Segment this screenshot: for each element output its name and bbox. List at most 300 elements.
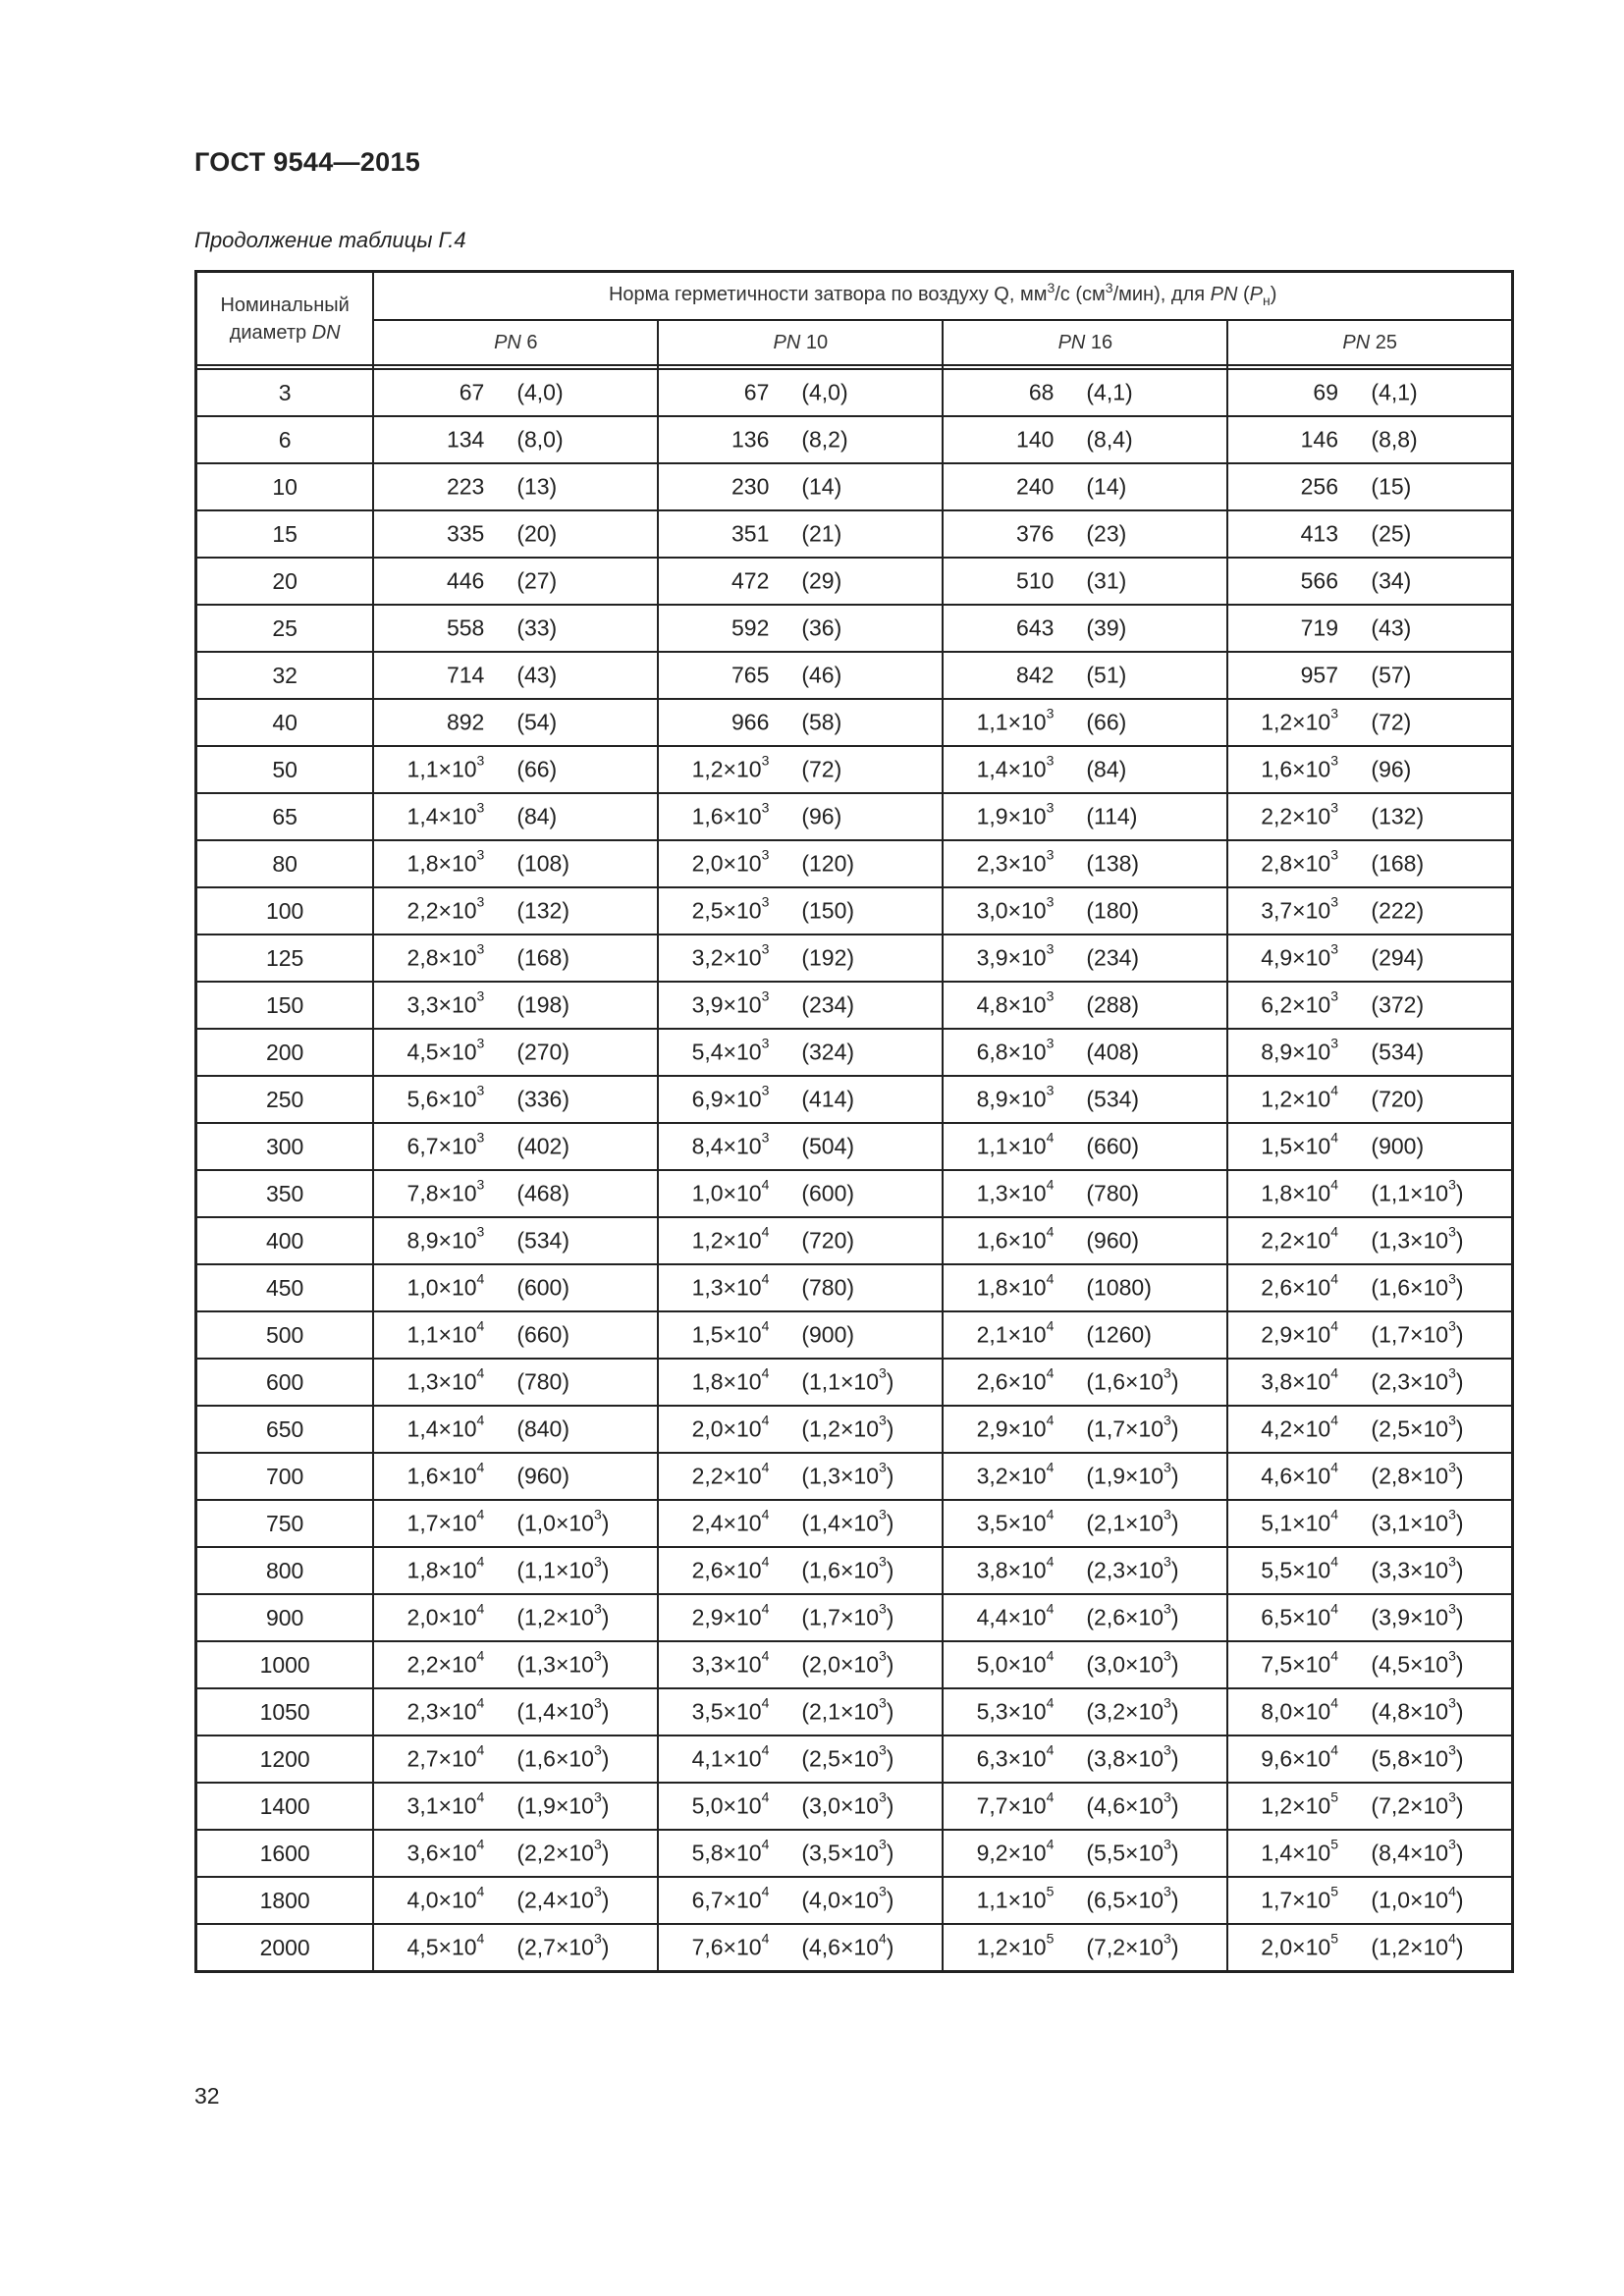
value-cm3-per-min: (72) <box>1371 709 1412 735</box>
value-mm3-per-s: $1,0\times 10^4$ <box>406 1270 485 1301</box>
value-mm3-per-s: $2,6\times 10^4$ <box>691 1553 770 1583</box>
table-row <box>196 793 1513 840</box>
value-cm3-per-min: (408) <box>1086 1039 1140 1065</box>
leak-rate-cell <box>943 1029 1227 1076</box>
value-cm3-per-min: $(1,7\times 10^3)$ <box>801 1600 894 1630</box>
value-mm3-per-s: $5,3\times 10^4$ <box>976 1694 1055 1725</box>
leak-rate-cell <box>658 699 943 746</box>
header-text: /мин), для <box>1112 284 1211 305</box>
leak-rate-cell <box>943 652 1227 699</box>
value-mm3-per-s: $1,0\times 10^4$ <box>691 1176 770 1206</box>
value-mm3-per-s: $1,1\times 10^3$ <box>406 752 485 782</box>
table-row <box>196 605 1513 652</box>
table-row <box>196 1217 1513 1264</box>
value-cm3-per-min: $(1,4\times 10^3)$ <box>516 1694 610 1725</box>
header-sup: 3 <box>1047 280 1056 295</box>
value-mm3-per-s: $6,5\times 10^4$ <box>1261 1600 1338 1630</box>
value-mm3-per-s: $1,7\times 10^4$ <box>406 1506 485 1536</box>
value-mm3-per-s: $2,0\times 10^4$ <box>406 1600 485 1630</box>
leak-rate-cell <box>373 1406 658 1453</box>
value-mm3-per-s: 413 <box>1300 520 1338 547</box>
leak-rate-cell <box>1227 1877 1512 1924</box>
value-mm3-per-s: $1,4\times 10^3$ <box>976 752 1055 782</box>
value-cm3-per-min: $(5,8\times 10^3)$ <box>1371 1741 1464 1772</box>
value-cm3-per-min: (4,0) <box>516 379 564 405</box>
leak-rate-cell <box>943 1688 1227 1735</box>
leak-rate-cell <box>373 463 658 510</box>
leak-rate-cell <box>373 1783 658 1830</box>
table-caption: Продолжение таблицы Г.4 <box>194 228 466 252</box>
value-mm3-per-s: $2,6\times 10^4$ <box>976 1364 1055 1395</box>
value-mm3-per-s: 351 <box>731 520 770 547</box>
leak-rate-cell <box>658 793 943 840</box>
value-cm3-per-min: (8,4) <box>1086 426 1133 453</box>
value-cm3-per-min: (294) <box>1371 944 1425 971</box>
header-pn: PN <box>1210 284 1238 305</box>
value-cm3-per-min: (43) <box>1371 614 1412 641</box>
value-cm3-per-min: (150) <box>801 897 855 924</box>
leak-rate-cell <box>943 1264 1227 1311</box>
value-mm3-per-s: $1,8\times 10^4$ <box>1261 1176 1338 1206</box>
value-cm3-per-min: (14) <box>1086 473 1127 500</box>
value-mm3-per-s: $9,2\times 10^4$ <box>976 1836 1055 1866</box>
value-cm3-per-min: $(4,8\times 10^3)$ <box>1371 1694 1464 1725</box>
header-text: /с (см <box>1055 284 1106 305</box>
value-mm3-per-s: $5,0\times 10^4$ <box>691 1789 770 1819</box>
value-cm3-per-min: $(3,9\times 10^3)$ <box>1371 1600 1464 1630</box>
value-cm3-per-min: (504) <box>801 1133 855 1159</box>
value-cm3-per-min: (8,8) <box>1371 426 1418 453</box>
value-cm3-per-min: $(1,7\times 10^3)$ <box>1371 1317 1464 1348</box>
value-mm3-per-s: 472 <box>731 567 770 594</box>
value-cm3-per-min: (21) <box>801 520 842 547</box>
table-row <box>196 1641 1513 1688</box>
value-cm3-per-min: $(1,3\times 10^3)$ <box>801 1459 894 1489</box>
leak-rate-cell <box>1227 1735 1512 1783</box>
value-cm3-per-min: (138) <box>1086 850 1140 877</box>
value-mm3-per-s: $2,2\times 10^4$ <box>1261 1223 1338 1254</box>
column-header-pn <box>658 320 943 365</box>
leak-rate-cell <box>1227 1123 1512 1170</box>
dn-cell: 3 <box>196 369 374 416</box>
value-mm3-per-s: $6,8\times 10^3$ <box>976 1035 1055 1065</box>
dn-cell: 80 <box>196 840 374 887</box>
value-mm3-per-s: $1,2\times 10^3$ <box>691 752 770 782</box>
value-cm3-per-min: (39) <box>1086 614 1127 641</box>
leak-rate-cell <box>1227 1217 1512 1264</box>
leak-rate-cell <box>373 1170 658 1217</box>
leak-rate-cell <box>943 793 1227 840</box>
leak-rate-cell <box>373 1500 658 1547</box>
leak-rate-cell <box>658 1594 943 1641</box>
leak-rate-cell <box>943 934 1227 982</box>
value-mm3-per-s: $3,6\times 10^4$ <box>406 1836 485 1866</box>
leak-rate-cell <box>1227 1783 1512 1830</box>
dn-cell: 1400 <box>196 1783 374 1830</box>
value-cm3-per-min: $(1,2\times 10^3)$ <box>801 1412 894 1442</box>
value-cm3-per-min: $(7,2\times 10^3)$ <box>1371 1789 1464 1819</box>
leak-rate-cell <box>373 1735 658 1783</box>
leak-rate-cell <box>373 1076 658 1123</box>
dn-header-line1: Номинальный <box>220 294 350 316</box>
leak-rate-cell <box>943 1830 1227 1877</box>
value-mm3-per-s: $4,5\times 10^4$ <box>406 1930 485 1960</box>
value-cm3-per-min: $(1,6\times 10^3)$ <box>801 1553 894 1583</box>
value-mm3-per-s: $2,3\times 10^4$ <box>406 1694 485 1725</box>
value-mm3-per-s: 643 <box>1016 614 1055 641</box>
table-row <box>196 746 1513 793</box>
value-mm3-per-s: $3,8\times 10^4$ <box>976 1553 1055 1583</box>
value-mm3-per-s: $1,8\times 10^3$ <box>406 846 485 877</box>
leak-rate-cell <box>373 510 658 558</box>
value-mm3-per-s: 69 <box>1313 379 1338 405</box>
leak-rate-cell <box>943 1924 1227 1972</box>
leak-rate-cell <box>373 1029 658 1076</box>
leak-rate-cell <box>373 1547 658 1594</box>
value-cm3-per-min: $(3,8\times 10^3)$ <box>1086 1741 1179 1772</box>
value-mm3-per-s: $5,5\times 10^4$ <box>1261 1553 1338 1583</box>
leak-rate-cell <box>658 1217 943 1264</box>
dn-cell: 10 <box>196 463 374 510</box>
value-mm3-per-s: $2,5\times 10^3$ <box>691 893 770 924</box>
value-cm3-per-min: $(1,3\times 10^3)$ <box>1371 1223 1464 1254</box>
value-cm3-per-min: (222) <box>1371 897 1425 924</box>
value-cm3-per-min: $(1,2\times 10^3)$ <box>516 1600 610 1630</box>
dn-cell: 15 <box>196 510 374 558</box>
value-mm3-per-s: $6,7\times 10^3$ <box>406 1129 485 1159</box>
leak-rate-cell <box>373 1311 658 1359</box>
leak-rate-cell <box>658 934 943 982</box>
value-cm3-per-min: $(2,4\times 10^3)$ <box>516 1883 610 1913</box>
table-row <box>196 1170 1513 1217</box>
value-mm3-per-s: 67 <box>459 379 485 405</box>
value-cm3-per-min: (960) <box>516 1463 570 1489</box>
leak-rate-cell <box>943 1170 1227 1217</box>
table-row <box>196 1500 1513 1547</box>
table-row <box>196 1877 1513 1924</box>
value-mm3-per-s: $1,4\times 10^3$ <box>406 799 485 829</box>
dn-cell: 32 <box>196 652 374 699</box>
dn-cell: 1200 <box>196 1735 374 1783</box>
dn-cell: 650 <box>196 1406 374 1453</box>
value-mm3-per-s: $3,8\times 10^4$ <box>1261 1364 1338 1395</box>
dn-cell: 20 <box>196 558 374 605</box>
value-cm3-per-min: (14) <box>801 473 842 500</box>
value-cm3-per-min: (900) <box>801 1321 855 1348</box>
leak-rate-cell <box>658 1877 943 1924</box>
value-mm3-per-s: $1,5\times 10^4$ <box>1261 1129 1338 1159</box>
value-mm3-per-s: $4,2\times 10^4$ <box>1261 1412 1338 1442</box>
value-mm3-per-s: 136 <box>731 426 770 453</box>
leak-rate-cell <box>658 1688 943 1735</box>
value-cm3-per-min: (198) <box>516 991 570 1018</box>
value-mm3-per-s: $3,2\times 10^4$ <box>976 1459 1055 1489</box>
value-cm3-per-min: $(3,5\times 10^3)$ <box>801 1836 894 1866</box>
header-text: ) <box>1270 284 1277 305</box>
value-mm3-per-s: 719 <box>1300 614 1338 641</box>
value-cm3-per-min: (534) <box>1371 1039 1425 1065</box>
leak-rate-cell <box>373 1264 658 1311</box>
table-row <box>196 699 1513 746</box>
value-mm3-per-s: 376 <box>1016 520 1055 547</box>
value-mm3-per-s: $6,7\times 10^4$ <box>691 1883 770 1913</box>
value-cm3-per-min: (4,1) <box>1086 379 1133 405</box>
table-row <box>196 1311 1513 1359</box>
value-cm3-per-min: (192) <box>801 944 855 971</box>
value-cm3-per-min: (414) <box>801 1086 855 1112</box>
header-p: P <box>1249 284 1263 305</box>
value-cm3-per-min: (168) <box>1371 850 1425 877</box>
value-mm3-per-s: 230 <box>731 473 770 500</box>
value-cm3-per-min: (96) <box>801 803 842 829</box>
value-cm3-per-min: (96) <box>1371 756 1412 782</box>
leak-rate-cell <box>943 840 1227 887</box>
leak-rate-cell <box>658 1547 943 1594</box>
table-row <box>196 1453 1513 1500</box>
value-cm3-per-min: $(2,8\times 10^3)$ <box>1371 1459 1464 1489</box>
value-cm3-per-min: (336) <box>516 1086 570 1112</box>
leak-rate-cell <box>943 558 1227 605</box>
value-cm3-per-min: (780) <box>801 1274 855 1301</box>
dn-cell: 1800 <box>196 1877 374 1924</box>
leak-rate-cell <box>658 463 943 510</box>
leak-rate-cell <box>373 699 658 746</box>
value-mm3-per-s: $5,1\times 10^4$ <box>1261 1506 1338 1536</box>
dn-cell: 2000 <box>196 1924 374 1972</box>
value-cm3-per-min: (57) <box>1371 662 1412 688</box>
value-cm3-per-min: $(1,6\times 10^3)$ <box>1086 1364 1179 1395</box>
value-mm3-per-s: $8,0\times 10^4$ <box>1261 1694 1338 1725</box>
value-cm3-per-min: $(1,1\times 10^3)$ <box>516 1553 610 1583</box>
value-mm3-per-s: $3,5\times 10^4$ <box>976 1506 1055 1536</box>
value-mm3-per-s: $2,2\times 10^3$ <box>1261 799 1338 829</box>
value-mm3-per-s: $2,9\times 10^4$ <box>976 1412 1055 1442</box>
leak-rate-cell <box>658 369 943 416</box>
value-cm3-per-min: (900) <box>1371 1133 1425 1159</box>
table-row <box>196 1359 1513 1406</box>
value-mm3-per-s: $2,6\times 10^4$ <box>1261 1270 1338 1301</box>
pn-symbol: PN <box>1342 331 1371 353</box>
leak-rate-cell <box>1227 1264 1512 1311</box>
value-mm3-per-s: $5,0\times 10^4$ <box>976 1647 1055 1678</box>
table-row <box>196 510 1513 558</box>
value-mm3-per-s: $2,9\times 10^4$ <box>691 1600 770 1630</box>
table-row <box>196 1735 1513 1783</box>
dn-header-line2: диаметр <box>229 321 312 344</box>
leak-rate-cell <box>373 982 658 1029</box>
leak-rate-cell <box>1227 1830 1512 1877</box>
pn-symbol: PN <box>494 331 521 353</box>
value-cm3-per-min: $(1,0\times 10^4)$ <box>1371 1883 1464 1913</box>
leak-rate-cell <box>373 793 658 840</box>
leak-rate-cell <box>373 652 658 699</box>
dn-cell: 6 <box>196 416 374 463</box>
pn-value: 25 <box>1370 331 1397 353</box>
value-mm3-per-s: $1,5\times 10^4$ <box>691 1317 770 1348</box>
dn-cell: 1000 <box>196 1641 374 1688</box>
table-row <box>196 1029 1513 1076</box>
leak-rate-cell <box>1227 463 1512 510</box>
value-cm3-per-min: $(3,3\times 10^3)$ <box>1371 1553 1464 1583</box>
value-cm3-per-min: (288) <box>1086 991 1140 1018</box>
value-cm3-per-min: $(2,2\times 10^3)$ <box>516 1836 610 1866</box>
value-mm3-per-s: $1,1\times 10^4$ <box>976 1129 1055 1159</box>
value-mm3-per-s: $2,0\times 10^5$ <box>1261 1930 1338 1960</box>
value-mm3-per-s: $8,9\times 10^3$ <box>976 1082 1055 1112</box>
leak-rate-cell <box>1227 1688 1512 1735</box>
value-cm3-per-min: (8,2) <box>801 426 848 453</box>
value-cm3-per-min: (660) <box>516 1321 570 1348</box>
value-mm3-per-s: $3,1\times 10^4$ <box>406 1789 485 1819</box>
leak-rate-cell <box>658 746 943 793</box>
value-cm3-per-min: $(1,4\times 10^3)$ <box>801 1506 894 1536</box>
value-cm3-per-min: (600) <box>516 1274 570 1301</box>
value-cm3-per-min: (31) <box>1086 567 1127 594</box>
value-cm3-per-min: (46) <box>801 662 842 688</box>
value-mm3-per-s: $4,1\times 10^4$ <box>691 1741 770 1772</box>
value-cm3-per-min: (20) <box>516 520 558 547</box>
value-cm3-per-min: $(2,7\times 10^3)$ <box>516 1930 610 1960</box>
value-cm3-per-min: (1260) <box>1086 1321 1152 1348</box>
leak-rate-cell <box>943 1735 1227 1783</box>
leak-rate-cell <box>1227 699 1512 746</box>
value-mm3-per-s: $3,9\times 10^3$ <box>976 940 1055 971</box>
value-cm3-per-min: $(2,1\times 10^3)$ <box>801 1694 894 1725</box>
table-row <box>196 1783 1513 1830</box>
leak-rate-cell <box>943 746 1227 793</box>
leak-rate-cell <box>1227 605 1512 652</box>
leak-rate-cell <box>373 1688 658 1735</box>
leak-rate-cell <box>658 1830 943 1877</box>
value-cm3-per-min: (4,1) <box>1371 379 1418 405</box>
leak-rate-cell <box>658 1359 943 1406</box>
dn-cell: 600 <box>196 1359 374 1406</box>
value-cm3-per-min: $(4,6\times 10^4)$ <box>801 1930 894 1960</box>
value-mm3-per-s: 140 <box>1016 426 1055 453</box>
value-mm3-per-s: 68 <box>1028 379 1055 405</box>
table-row <box>196 652 1513 699</box>
table-row <box>196 1594 1513 1641</box>
value-mm3-per-s: $1,2\times 10^4$ <box>1261 1082 1338 1112</box>
value-mm3-per-s: $3,7\times 10^3$ <box>1261 893 1338 924</box>
value-mm3-per-s: $1,2\times 10^5$ <box>976 1930 1055 1960</box>
value-mm3-per-s: $2,7\times 10^4$ <box>406 1741 485 1772</box>
leak-rate-cell <box>373 934 658 982</box>
value-mm3-per-s: $4,0\times 10^4$ <box>406 1883 485 1913</box>
value-mm3-per-s: $3,3\times 10^3$ <box>406 988 485 1018</box>
column-header-dn <box>196 272 374 366</box>
leak-rate-cell <box>1227 1406 1512 1453</box>
value-mm3-per-s: $2,2\times 10^4$ <box>691 1459 770 1489</box>
leak-rate-cell <box>658 416 943 463</box>
leak-rate-cell <box>658 652 943 699</box>
value-cm3-per-min: $(2,0\times 10^3)$ <box>801 1647 894 1678</box>
dn-cell: 40 <box>196 699 374 746</box>
leak-rate-cell <box>1227 746 1512 793</box>
leak-rate-cell <box>943 605 1227 652</box>
value-cm3-per-min: $(1,9\times 10^3)$ <box>1086 1459 1179 1489</box>
value-cm3-per-min: $(1,9\times 10^3)$ <box>516 1789 610 1819</box>
page-number: 32 <box>194 2083 220 2109</box>
value-mm3-per-s: $2,0\times 10^3$ <box>691 846 770 877</box>
header-sub: н <box>1262 293 1271 308</box>
leak-rate-cell <box>373 1641 658 1688</box>
value-mm3-per-s: 223 <box>446 473 485 500</box>
value-mm3-per-s: $1,2\times 10^4$ <box>691 1223 770 1254</box>
dn-cell: 200 <box>196 1029 374 1076</box>
value-mm3-per-s: $1,8\times 10^4$ <box>691 1364 770 1395</box>
value-mm3-per-s: $1,7\times 10^5$ <box>1261 1883 1338 1913</box>
leak-rate-cell <box>373 1453 658 1500</box>
value-mm3-per-s: 566 <box>1300 567 1338 594</box>
value-cm3-per-min: (15) <box>1371 473 1412 500</box>
table-row <box>196 840 1513 887</box>
value-mm3-per-s: $3,2\times 10^3$ <box>691 940 770 971</box>
value-cm3-per-min: (324) <box>801 1039 855 1065</box>
leak-rate-cell <box>1227 416 1512 463</box>
value-mm3-per-s: 558 <box>446 614 485 641</box>
value-cm3-per-min: $(3,0\times 10^3)$ <box>801 1789 894 1819</box>
value-cm3-per-min: (402) <box>516 1133 570 1159</box>
value-cm3-per-min: (372) <box>1371 991 1425 1018</box>
value-cm3-per-min: $(2,3\times 10^3)$ <box>1371 1364 1464 1395</box>
value-mm3-per-s: $4,5\times 10^3$ <box>406 1035 485 1065</box>
leak-rate-cell <box>1227 1641 1512 1688</box>
value-mm3-per-s: $1,6\times 10^3$ <box>1261 752 1338 782</box>
value-cm3-per-min: (468) <box>516 1180 570 1206</box>
value-cm3-per-min: (33) <box>516 614 558 641</box>
value-cm3-per-min: (534) <box>516 1227 570 1254</box>
leak-rate-cell <box>943 416 1227 463</box>
leak-rate-cell <box>1227 793 1512 840</box>
value-mm3-per-s: $4,4\times 10^4$ <box>976 1600 1055 1630</box>
leak-rate-cell <box>373 840 658 887</box>
table-row <box>196 887 1513 934</box>
value-cm3-per-min: (180) <box>1086 897 1140 924</box>
table-row <box>196 934 1513 982</box>
leak-rate-cell <box>373 416 658 463</box>
value-cm3-per-min: (54) <box>516 709 558 735</box>
value-cm3-per-min: (270) <box>516 1039 570 1065</box>
value-cm3-per-min: $(6,5\times 10^3)$ <box>1086 1883 1179 1913</box>
leak-rate-cell <box>658 887 943 934</box>
dn-cell: 700 <box>196 1453 374 1500</box>
dn-cell: 350 <box>196 1170 374 1217</box>
header-text: Норма герметичности затвора по воздуху Q, мм <box>608 284 1048 305</box>
dn-cell: 25 <box>196 605 374 652</box>
value-mm3-per-s: 67 <box>743 379 770 405</box>
value-mm3-per-s: $6,2\times 10^3$ <box>1261 988 1338 1018</box>
value-mm3-per-s: 446 <box>446 567 485 594</box>
leak-rate-cell <box>658 558 943 605</box>
leak-rate-cell <box>373 1123 658 1170</box>
value-cm3-per-min: (120) <box>801 850 855 877</box>
leak-rate-cell <box>943 1406 1227 1453</box>
value-mm3-per-s: 240 <box>1016 473 1055 500</box>
value-cm3-per-min: $(1,6\times 10^3)$ <box>516 1741 610 1772</box>
value-cm3-per-min: $(1,1\times 10^3)$ <box>1371 1176 1464 1206</box>
value-mm3-per-s: $1,2\times 10^5$ <box>1261 1789 1338 1819</box>
value-mm3-per-s: 892 <box>446 709 485 735</box>
value-cm3-per-min: (58) <box>801 709 842 735</box>
column-header-pn <box>943 320 1227 365</box>
value-cm3-per-min: $(1,2\times 10^4)$ <box>1371 1930 1464 1960</box>
value-mm3-per-s: 957 <box>1300 662 1338 688</box>
leak-rate-cell <box>1227 1170 1512 1217</box>
table-row <box>196 1547 1513 1594</box>
value-mm3-per-s: $6,9\times 10^3$ <box>691 1082 770 1112</box>
value-mm3-per-s: $1,4\times 10^5$ <box>1261 1836 1338 1866</box>
